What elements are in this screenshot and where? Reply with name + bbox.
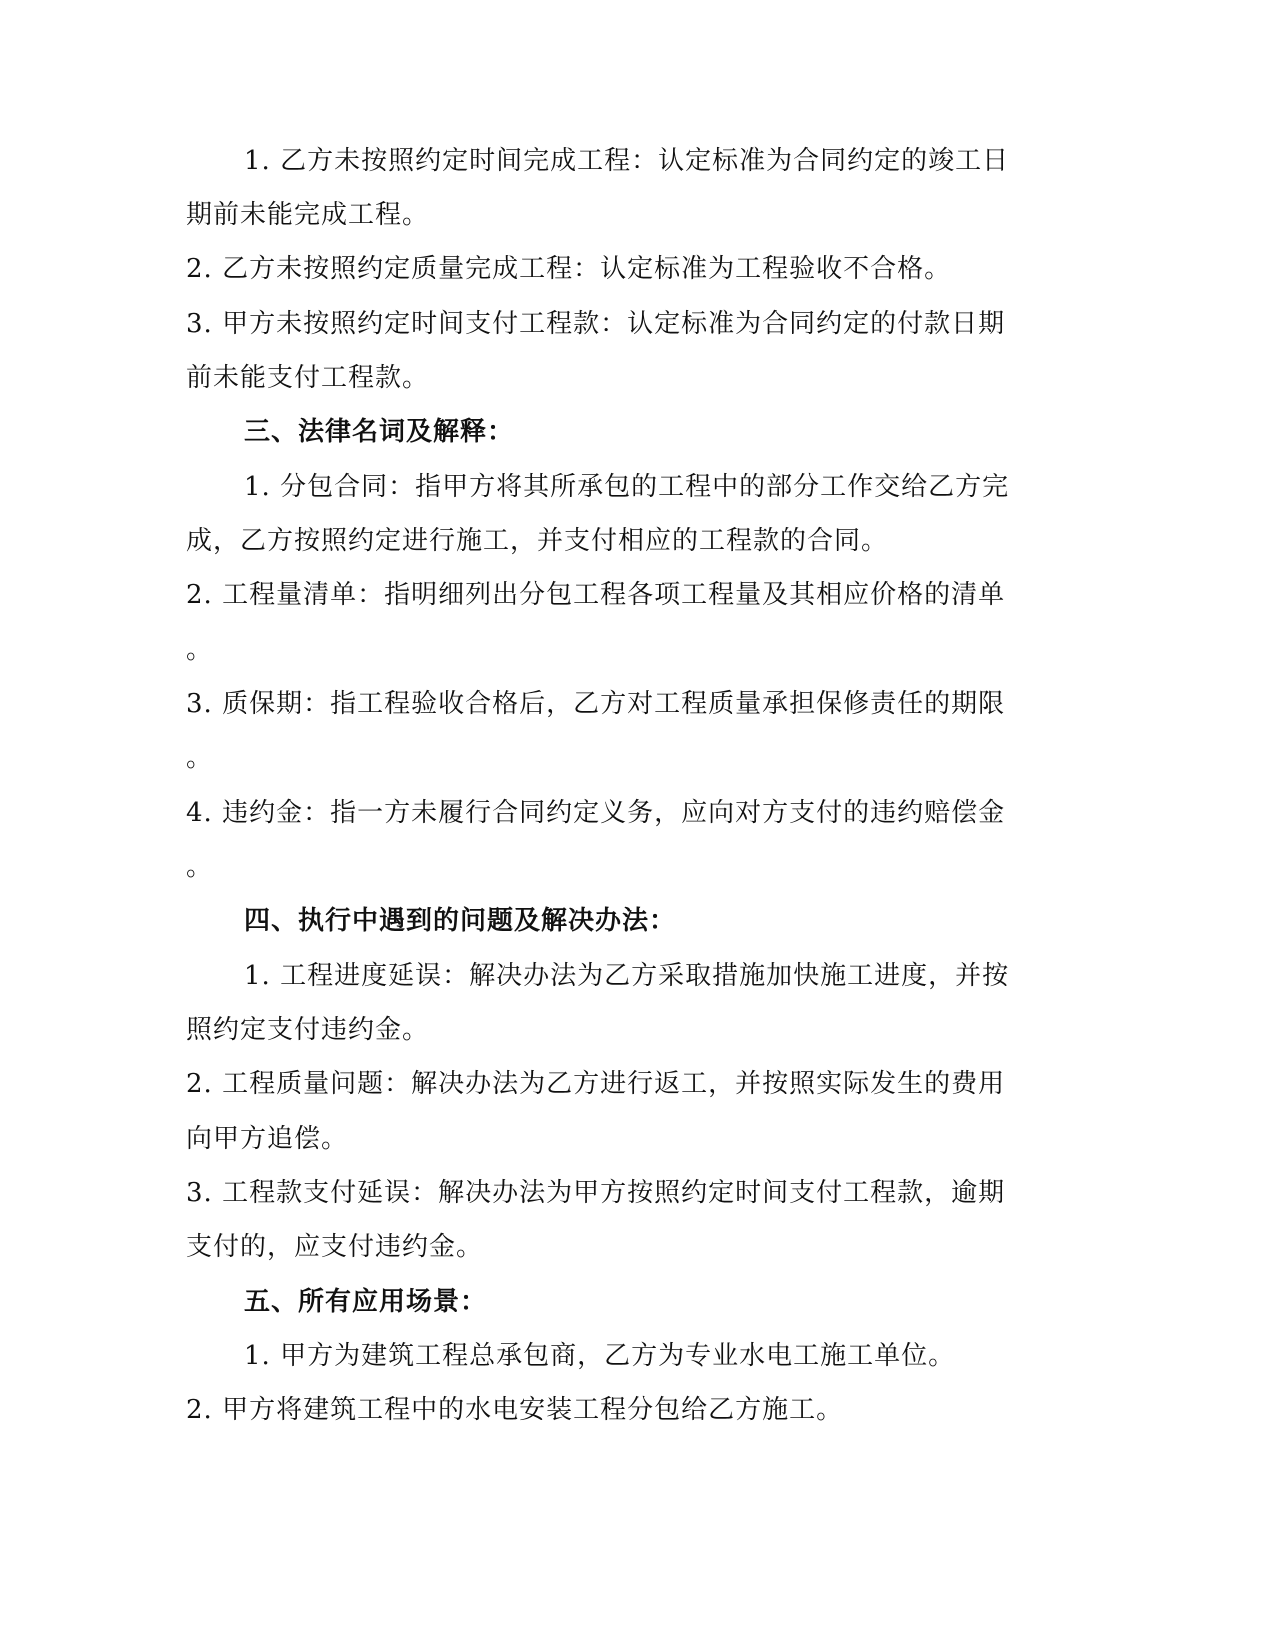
definition-line: 。: [186, 852, 214, 882]
scenario-line: 1. 甲方为建筑工程总承包商，乙方为专业水电工施工单位。: [244, 1341, 956, 1371]
section-heading: 五、所有应用场景：: [244, 1287, 488, 1317]
scenario-line: 2. 甲方将建筑工程中的水电安装工程分包给乙方施工。: [186, 1395, 844, 1425]
clause-line: 期前未能完成工程。: [186, 200, 430, 230]
definition-line: 。: [186, 743, 214, 773]
solution-line: 照约定支付违约金。: [186, 1015, 430, 1045]
solution-line: 支付的，应支付违约金。: [186, 1232, 484, 1262]
section-heading: 四、执行中遇到的问题及解决办法：: [244, 906, 677, 936]
definition-line: 3. 质保期：指工程验收合格后，乙方对工程质量承担保修责任的期限: [186, 689, 1006, 719]
section-heading: 三、法律名词及解释：: [244, 417, 515, 447]
definition-line: 。: [186, 635, 214, 665]
clause-line: 3. 甲方未按照约定时间支付工程款：认定标准为合同约定的付款日期: [186, 309, 1006, 339]
definition-line: 1. 分包合同：指甲方将其所承包的工程中的部分工作交给乙方完: [244, 472, 1010, 502]
clause-line: 前未能支付工程款。: [186, 363, 430, 393]
clause-line: 2. 乙方未按照约定质量完成工程：认定标准为工程验收不合格。: [186, 254, 952, 284]
solution-line: 1. 工程进度延误：解决办法为乙方采取措施加快施工进度，并按: [244, 961, 1010, 991]
definition-line: 2. 工程量清单：指明细列出分包工程各项工程量及其相应价格的清单: [186, 580, 1006, 610]
solution-line: 2. 工程质量问题：解决办法为乙方进行返工，并按照实际发生的费用: [186, 1069, 1006, 1099]
clause-line: 1. 乙方未按照约定时间完成工程：认定标准为合同约定的竣工日: [244, 146, 1010, 176]
definition-line: 成，乙方按照约定进行施工，并支付相应的工程款的合同。: [186, 526, 889, 556]
solution-line: 3. 工程款支付延误：解决办法为甲方按照约定时间支付工程款，逾期: [186, 1178, 1006, 1208]
definition-line: 4. 违约金：指一方未履行合同约定义务，应向对方支付的违约赔偿金: [186, 798, 1006, 828]
solution-line: 向甲方追偿。: [186, 1124, 349, 1154]
